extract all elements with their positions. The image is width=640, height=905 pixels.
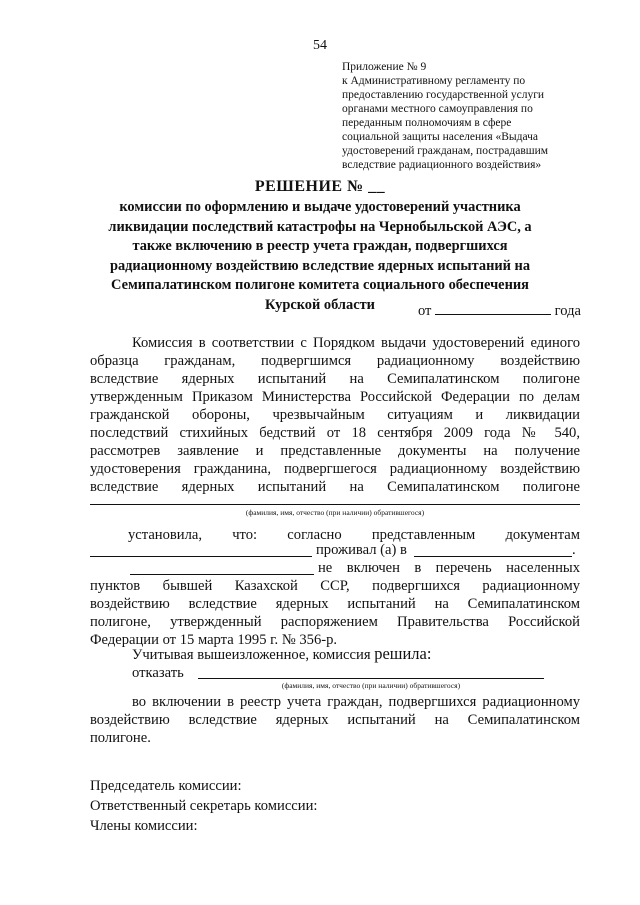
- fio-blank-line[interactable]: [90, 504, 580, 505]
- members-label: Члены комиссии:: [90, 818, 198, 834]
- subtitle-line: ликвидации последствий катастрофы на Чернобыльской АЭС, а: [108, 218, 532, 235]
- appendix-line: Приложение № 9: [342, 61, 427, 73]
- text-line: воздействию вследствие ядерных испытаний на Семипалатинском: [90, 596, 580, 612]
- text-line: Федерации от 15 марта 1995 г. № 356-р.: [90, 632, 338, 648]
- text-line: последствий стихийных бедствий от 18 сентября 2009 года № 540,: [90, 425, 580, 441]
- secretary-label: Ответственный секретарь комиссии:: [90, 798, 318, 814]
- text-line: воздействию вследствие ядерных испытаний на Семипалатинском: [90, 712, 580, 728]
- subtitle-line: также включению в реестр учета граждан, подвергшихся: [132, 238, 508, 254]
- text-line: удостоверения гражданина, подвергшегося радиационному воздействию: [90, 461, 580, 477]
- text-line: образца гражданам, подвергшимся радиационному воздействию: [90, 353, 580, 369]
- text-line: пунктов бывшей Казахской ССР, подвергшихся радиационному: [90, 578, 580, 594]
- subtitle-line: Курской области: [265, 296, 375, 313]
- appendix-line: удостоверений гражданам, пострадавшим: [342, 145, 549, 157]
- decision-intro: Учитывая вышеизложенное, комиссия: [132, 647, 371, 663]
- refuse-label: отказать: [132, 665, 184, 681]
- text-line: Комиссия в соответствии с Порядком выдачи удостоверений единого: [132, 335, 580, 351]
- subtitle-line: радиационному воздействию вследствие ядерных испытаний на: [109, 257, 531, 274]
- fio-caption: (фамилия, имя, отчество (при наличии) обратившегося): [245, 508, 425, 517]
- text-line: полигоне.: [90, 730, 151, 746]
- page-number: 54: [313, 38, 327, 53]
- lived-label: проживал (а) в: [316, 542, 407, 558]
- period: .: [572, 542, 576, 558]
- appendix-line: органами местного самоуправления по: [342, 103, 533, 115]
- appendix-line: предоставлению государственной услуги: [342, 89, 545, 101]
- subtitle-line: комиссии по оформлению и выдаче удостоверений участника: [119, 199, 521, 215]
- fio-caption-2: (фамилия, имя, отчество (при наличии) обратившегося): [281, 681, 461, 690]
- text-line: полигоне, утвержденный распоряжением Правительства Российской: [90, 614, 580, 630]
- address-blank[interactable]: [414, 556, 572, 557]
- document-title: РЕШЕНИЕ № __: [254, 178, 386, 195]
- text-line: вследствие ядерных испытаний на Семипалатинском полигоне: [90, 479, 580, 495]
- text-line: утвержденным Приказом Министерства Российской Федерации по делам: [90, 389, 580, 405]
- refuse-fio-blank[interactable]: [198, 678, 544, 679]
- appendix-header: [342, 60, 570, 172]
- document-subtitle: [80, 198, 560, 315]
- date-line: [418, 302, 581, 320]
- text-line: вследствие ядерных испытаний на Семипалатинском полигоне: [90, 371, 580, 387]
- text-line: рассмотрев заявление и представленные документы на получение: [90, 443, 580, 459]
- subtitle-line: Семипалатинском полигоне комитета социального обеспечения: [111, 277, 529, 293]
- date-suffix: года: [554, 303, 581, 319]
- date-prefix: от: [418, 303, 432, 319]
- appendix-line: социальной защиты населения «Выдача: [342, 131, 539, 143]
- text-line: не включен в перечень населенных: [318, 560, 580, 576]
- appendix-line: к Административному регламенту по: [342, 75, 526, 87]
- date-blank[interactable]: [435, 302, 551, 315]
- blank-line[interactable]: [130, 574, 314, 575]
- signature-block: [90, 776, 317, 836]
- decision-line: [132, 645, 431, 664]
- blank-line[interactable]: [90, 556, 312, 557]
- appendix-line: вследствие радиационного воздействия»: [342, 159, 542, 171]
- text-line: установила, что: согласно представленным документам: [128, 527, 580, 543]
- appendix-line: переданным полномочиям в сфере: [342, 117, 512, 129]
- chairman-label: Председатель комиссии:: [90, 778, 242, 794]
- text-line: гражданской обороны, чрезвычайным ситуациям и ликвидации: [90, 407, 580, 423]
- decision-verb: решила:: [374, 644, 432, 663]
- text-line: во включении в реестр учета граждан, подвергшихся радиационному: [132, 694, 580, 710]
